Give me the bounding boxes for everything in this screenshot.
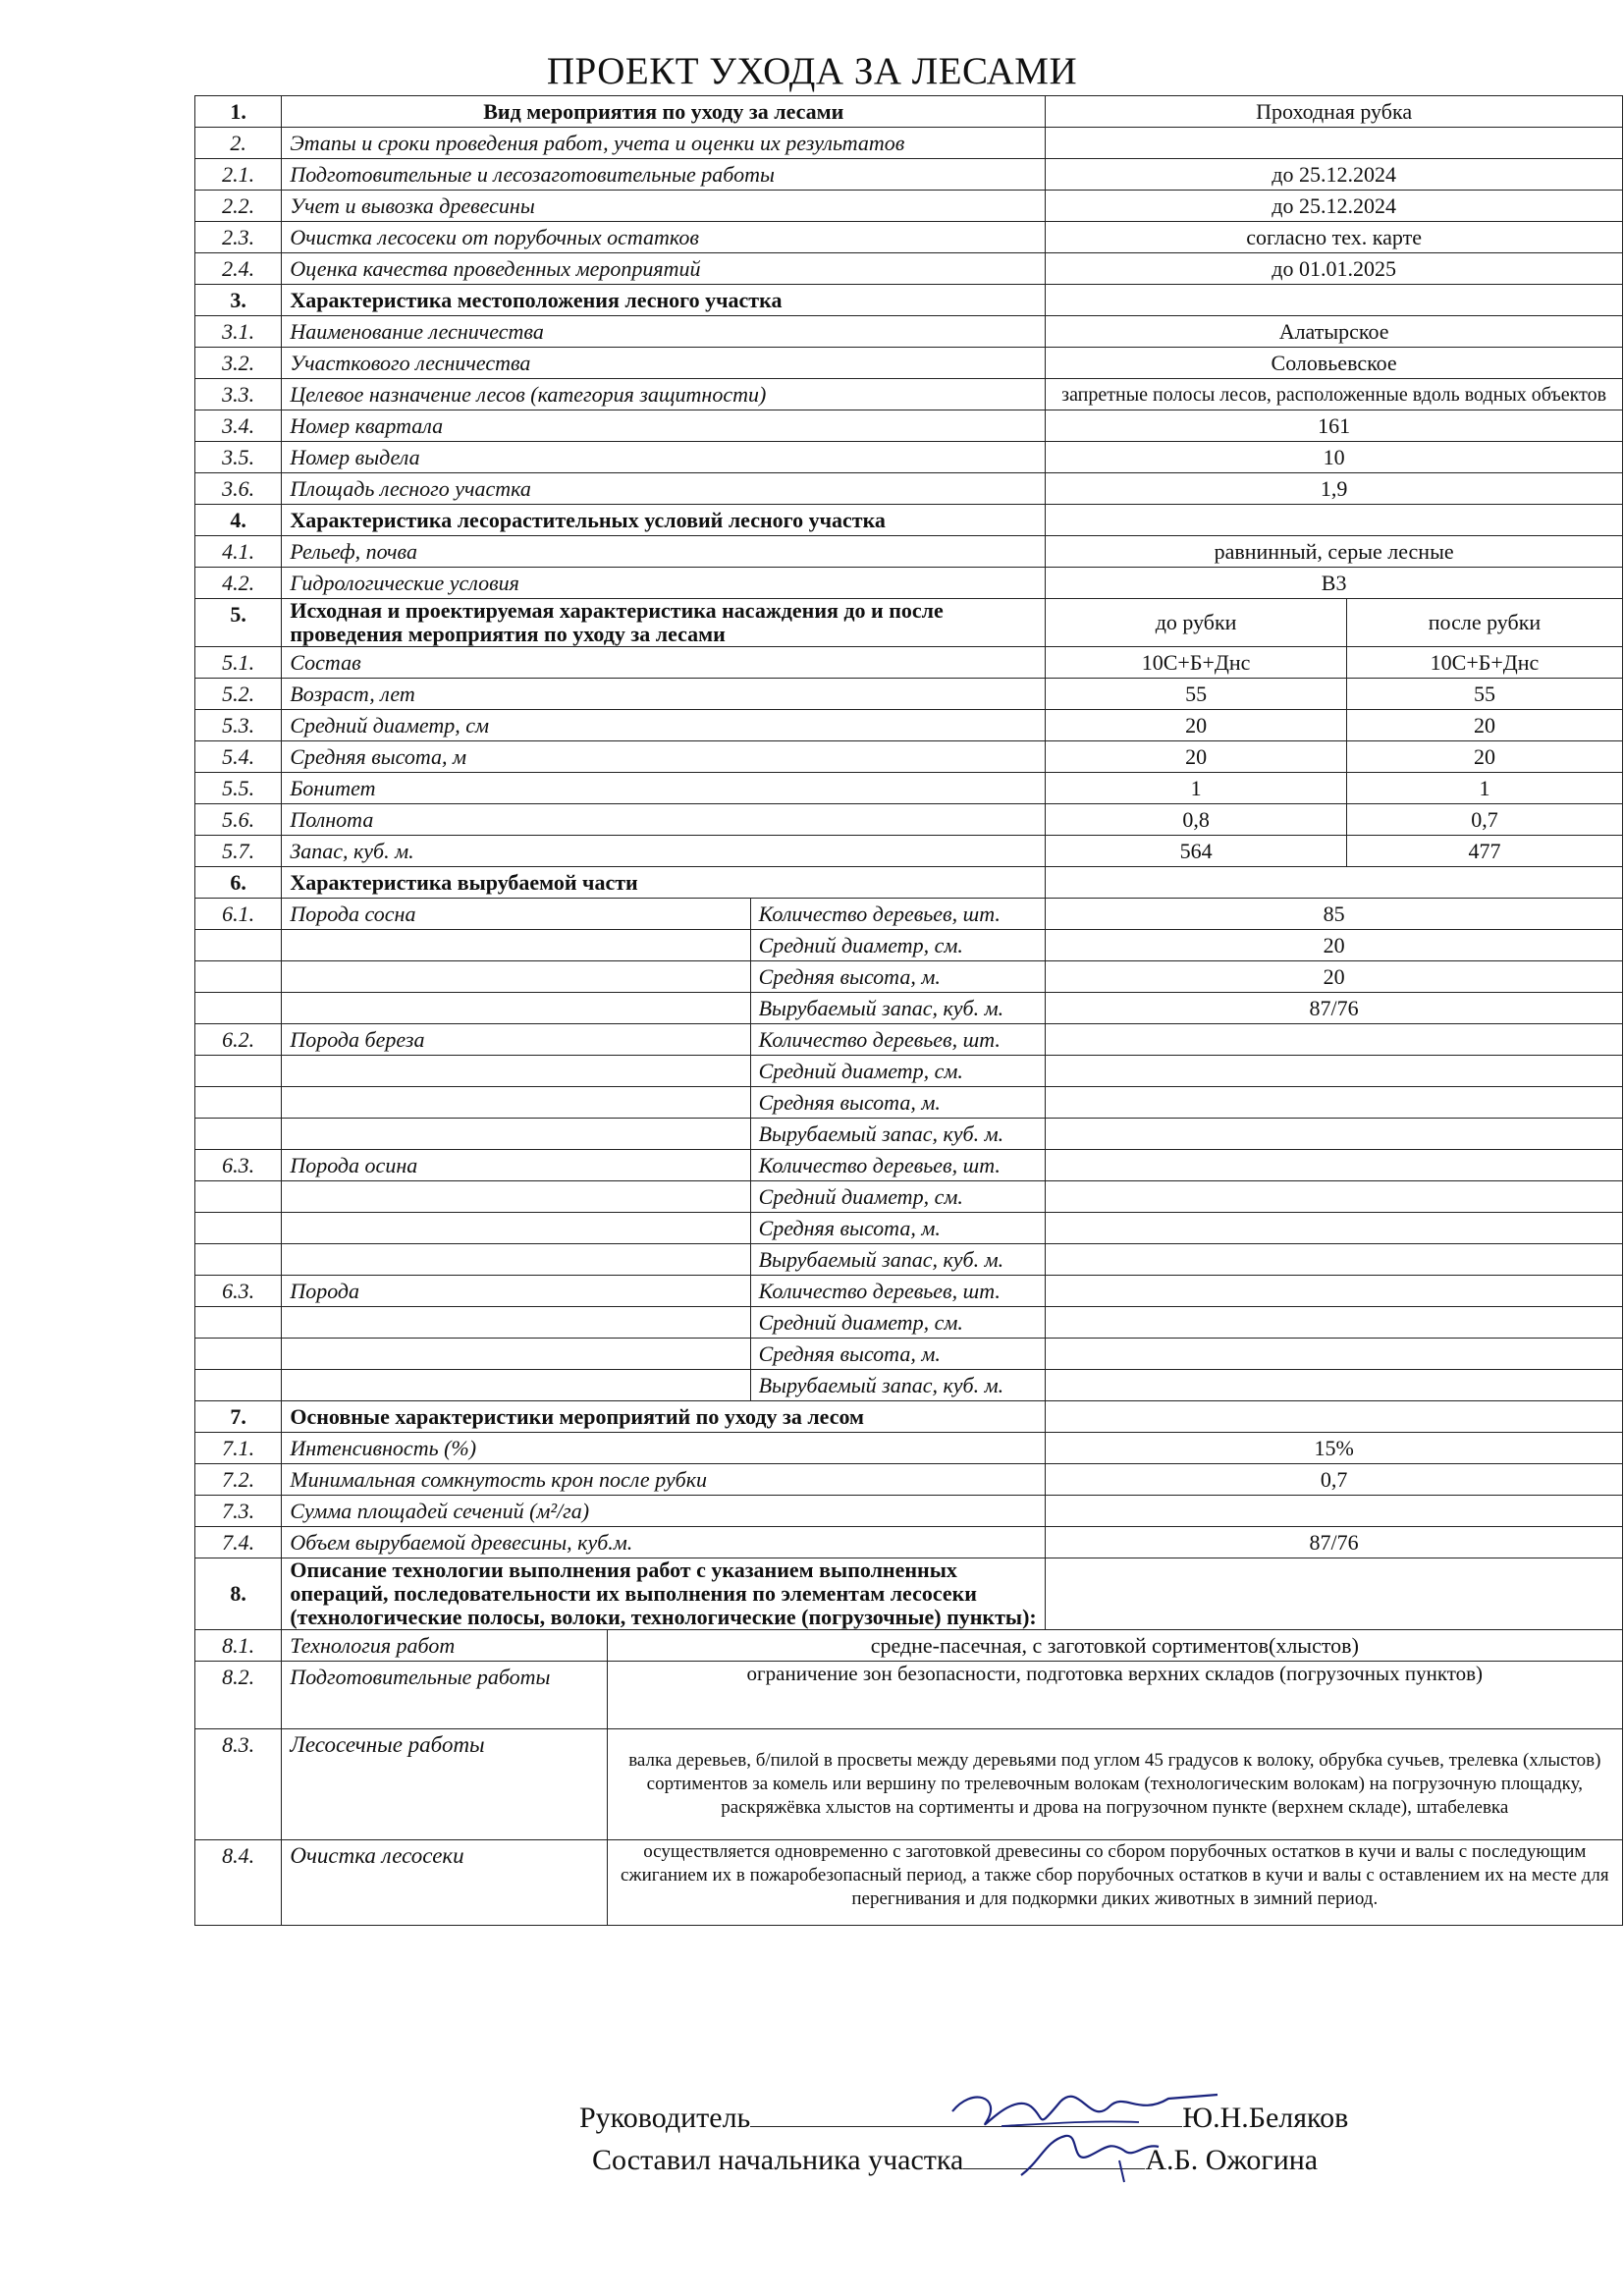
row-value: Проходная рубка — [1046, 96, 1623, 128]
sub-label: Вырубаемый запас, куб. м. — [750, 1244, 1046, 1276]
table-row — [195, 1401, 1623, 1433]
empty-cell — [195, 1307, 282, 1339]
row-value: ограничение зон безопасности, подготовка верхних складов (погрузочных пунктов) — [607, 1662, 1622, 1729]
row-value — [1046, 1119, 1623, 1150]
row-label: Интенсивность (%) — [282, 1433, 1046, 1464]
row-number: 8.2. — [195, 1662, 282, 1729]
sub-label: Средний диаметр, см. — [750, 1056, 1046, 1087]
row-value: 87/76 — [1046, 993, 1623, 1024]
row-value: валка деревьев, б/пилой в просветы между деревьями под углом 45 градусов к волоку, обрубка сучьев, трелевка (хлыстов) сортиментов за комель или вершину по трелевочным волокам (технологическим волокам) на погрузочную площадку, раскряжёвка хлыстов на сортименты и дрова на погрузочном пункте (верхнем складе), штабелевка — [607, 1729, 1622, 1840]
sub-label: Средний диаметр, см. — [750, 930, 1046, 961]
row-label: Средний диаметр, см — [282, 710, 1046, 741]
row-label: Этапы и сроки проведения работ, учета и оценки их результатов — [282, 128, 1046, 159]
row-value — [1046, 1181, 1623, 1213]
row-number: 4. — [195, 505, 282, 536]
row-label: Подготовительные и лесозаготовительные работы — [282, 159, 1046, 191]
empty-cell — [282, 1244, 750, 1276]
value-after: 20 — [1346, 741, 1622, 773]
sub-label: Количество деревьев, шт. — [750, 899, 1046, 930]
table-row — [195, 505, 1623, 536]
table-row — [195, 1527, 1623, 1558]
row-value: 1,9 — [1046, 473, 1623, 505]
row-label: Исходная и проектируемая характеристика насаждения до и после проведения мероприятия по уходу за лесами — [282, 599, 1046, 647]
row-value: Соловьевское — [1046, 348, 1623, 379]
row-number: 5.2. — [195, 679, 282, 710]
sub-label: Количество деревьев, шт. — [750, 1276, 1046, 1307]
row-label: Возраст, лет — [282, 679, 1046, 710]
table-row — [195, 1558, 1623, 1630]
row-number: 5.1. — [195, 647, 282, 679]
table-row — [195, 710, 1623, 741]
row-number: 6.3. — [195, 1276, 282, 1307]
empty-cell — [195, 1213, 282, 1244]
empty-cell — [282, 1056, 750, 1087]
row-number: 5.5. — [195, 773, 282, 804]
table-row — [195, 804, 1623, 836]
row-number: 3.6. — [195, 473, 282, 505]
table-row — [195, 442, 1623, 473]
row-value — [1046, 1213, 1623, 1244]
table-row — [195, 1056, 1623, 1087]
value-after: 1 — [1346, 773, 1622, 804]
table-row — [195, 1181, 1623, 1213]
sub-label: Средний диаметр, см. — [750, 1307, 1046, 1339]
row-number: 4.1. — [195, 536, 282, 568]
table-row — [195, 899, 1623, 930]
row-label: Наименование лесничества — [282, 316, 1046, 348]
table-row — [195, 128, 1623, 159]
row-label: Минимальная сомкнутость крон после рубки — [282, 1464, 1046, 1496]
row-value: запретные полосы лесов, расположенные вдоль водных объектов — [1046, 379, 1623, 410]
table-row — [195, 836, 1623, 867]
table-row — [195, 1244, 1623, 1276]
compiler-handwritten-signature — [1011, 2121, 1188, 2190]
row-value — [1046, 867, 1623, 899]
row-value — [1046, 1307, 1623, 1339]
table-row — [195, 741, 1623, 773]
table-row — [195, 410, 1623, 442]
row-value: до 25.12.2024 — [1046, 159, 1623, 191]
empty-cell — [195, 993, 282, 1024]
table-row — [195, 96, 1623, 128]
row-number: 6. — [195, 867, 282, 899]
row-number: 1. — [195, 96, 282, 128]
value-after: 55 — [1346, 679, 1622, 710]
row-value: Алатырское — [1046, 316, 1623, 348]
value-before: 55 — [1046, 679, 1347, 710]
sub-label: Средняя высота, м. — [750, 1339, 1046, 1370]
row-label: Технология работ — [282, 1630, 607, 1662]
table-row — [195, 647, 1623, 679]
sub-label: Вырубаемый запас, куб. м. — [750, 1119, 1046, 1150]
value-before: 1 — [1046, 773, 1347, 804]
row-value — [1046, 1087, 1623, 1119]
row-label: Лесосечные работы — [282, 1729, 607, 1840]
empty-cell — [195, 930, 282, 961]
table-row — [195, 473, 1623, 505]
empty-cell — [195, 1056, 282, 1087]
empty-cell — [195, 961, 282, 993]
row-number: 7. — [195, 1401, 282, 1433]
row-value — [1046, 1150, 1623, 1181]
sub-label: Средняя высота, м. — [750, 1213, 1046, 1244]
table-row — [195, 961, 1623, 993]
row-number: 6.1. — [195, 899, 282, 930]
row-label: Основные характеристики мероприятий по уходу за лесом — [282, 1401, 1046, 1433]
row-value — [1046, 1496, 1623, 1527]
row-label: Запас, куб. м. — [282, 836, 1046, 867]
value-before: 564 — [1046, 836, 1347, 867]
table-row — [195, 1370, 1623, 1401]
row-label: Средняя высота, м — [282, 741, 1046, 773]
row-value: В3 — [1046, 568, 1623, 599]
row-number: 8.3. — [195, 1729, 282, 1840]
row-label: Характеристика вырубаемой части — [282, 867, 1046, 899]
sub-label: Вырубаемый запас, куб. м. — [750, 1370, 1046, 1401]
row-label: Оценка качества проведенных мероприятий — [282, 253, 1046, 285]
value-before: 20 — [1046, 741, 1347, 773]
table-row — [195, 191, 1623, 222]
row-value — [1046, 1276, 1623, 1307]
row-label: Сумма площадей сечений (м²/га) — [282, 1496, 1046, 1527]
column-header-before: до рубки — [1046, 599, 1347, 647]
row-number: 3.1. — [195, 316, 282, 348]
empty-cell — [282, 1213, 750, 1244]
empty-cell — [195, 1087, 282, 1119]
sub-label: Количество деревьев, шт. — [750, 1150, 1046, 1181]
head-label: Руководитель — [579, 2102, 751, 2134]
empty-cell — [195, 1181, 282, 1213]
row-number: 3.2. — [195, 348, 282, 379]
row-label: Гидрологические условия — [282, 568, 1046, 599]
table-row — [195, 1464, 1623, 1496]
table-row — [195, 1662, 1623, 1729]
table-row — [195, 1150, 1623, 1181]
empty-cell — [282, 1339, 750, 1370]
empty-cell — [195, 1244, 282, 1276]
row-label: Бонитет — [282, 773, 1046, 804]
row-label: Целевое назначение лесов (категория защитности) — [282, 379, 1046, 410]
table-row — [195, 679, 1623, 710]
table-row — [195, 1087, 1623, 1119]
row-number: 3.5. — [195, 442, 282, 473]
row-value: 0,7 — [1046, 1464, 1623, 1496]
row-number: 7.3. — [195, 1496, 282, 1527]
sub-label: Количество деревьев, шт. — [750, 1024, 1046, 1056]
row-value — [1046, 505, 1623, 536]
value-before: 20 — [1046, 710, 1347, 741]
table-row — [195, 159, 1623, 191]
column-header-after: после рубки — [1346, 599, 1622, 647]
row-number: 6.2. — [195, 1024, 282, 1056]
value-after: 477 — [1346, 836, 1622, 867]
value-after: 0,7 — [1346, 804, 1622, 836]
row-number: 8.1. — [195, 1630, 282, 1662]
table-row — [195, 536, 1623, 568]
empty-cell — [282, 1181, 750, 1213]
row-value — [1046, 1558, 1623, 1630]
row-label: Полнота — [282, 804, 1046, 836]
row-label: Номер выдела — [282, 442, 1046, 473]
row-value: равнинный, серые лесные — [1046, 536, 1623, 568]
row-number: 7.1. — [195, 1433, 282, 1464]
table-row — [195, 253, 1623, 285]
table-row — [195, 379, 1623, 410]
row-value: до 01.01.2025 — [1046, 253, 1623, 285]
empty-cell — [282, 1370, 750, 1401]
row-number: 5. — [195, 599, 282, 647]
table-row — [195, 993, 1623, 1024]
row-value — [1046, 1244, 1623, 1276]
row-value: 15% — [1046, 1433, 1623, 1464]
row-value: до 25.12.2024 — [1046, 191, 1623, 222]
row-value: 10 — [1046, 442, 1623, 473]
table-row — [195, 316, 1623, 348]
empty-cell — [282, 961, 750, 993]
row-value: 85 — [1046, 899, 1623, 930]
row-value: согласно тех. карте — [1046, 222, 1623, 253]
species-label: Порода — [282, 1276, 750, 1307]
row-value — [1046, 128, 1623, 159]
row-number: 4.2. — [195, 568, 282, 599]
table-row — [195, 1276, 1623, 1307]
row-value — [1046, 1401, 1623, 1433]
table-row — [195, 1729, 1623, 1840]
empty-cell — [282, 1307, 750, 1339]
row-number: 8. — [195, 1558, 282, 1630]
row-value — [1046, 1056, 1623, 1087]
project-table — [194, 95, 1623, 1926]
table-row — [195, 1496, 1623, 1527]
row-value: осуществляется одновременно с заготовкой древесины со сбором порубочных остатков в кучи и валы с последующим сжиганием их в пожаробезопасный период, а также сбор порубочных остатков в кучи и валы с оставлением их на месте для перегнивания и для подкормки диких животных в зимний период. — [607, 1840, 1622, 1926]
row-label: Учет и вывозка древесины — [282, 191, 1046, 222]
table-row — [195, 568, 1623, 599]
species-label: Порода береза — [282, 1024, 750, 1056]
row-label: Характеристика лесорастительных условий лесного участка — [282, 505, 1046, 536]
row-value: средне-пасечная, с заготовкой сортиментов(хлыстов) — [607, 1630, 1622, 1662]
empty-cell — [282, 1119, 750, 1150]
table-row — [195, 1339, 1623, 1370]
row-label: Номер квартала — [282, 410, 1046, 442]
empty-cell — [282, 993, 750, 1024]
row-value: 161 — [1046, 410, 1623, 442]
row-label: Очистка лесосеки от порубочных остатков — [282, 222, 1046, 253]
row-label: Вид мероприятия по уходу за лесами — [282, 96, 1046, 128]
table-row — [195, 1433, 1623, 1464]
row-number: 5.6. — [195, 804, 282, 836]
value-before: 10С+Б+Днс — [1046, 647, 1347, 679]
row-number: 5.4. — [195, 741, 282, 773]
row-value — [1046, 1339, 1623, 1370]
row-number: 2. — [195, 128, 282, 159]
row-number: 7.2. — [195, 1464, 282, 1496]
empty-cell — [195, 1370, 282, 1401]
row-label: Участкового лесничества — [282, 348, 1046, 379]
table-row — [195, 1024, 1623, 1056]
sub-label: Средний диаметр, см. — [750, 1181, 1046, 1213]
species-label: Порода сосна — [282, 899, 750, 930]
value-before: 0,8 — [1046, 804, 1347, 836]
row-value — [1046, 1370, 1623, 1401]
document-title: ПРОЕКТ УХОДА ЗА ЛЕСАМИ — [546, 50, 1078, 92]
row-label: Очистка лесосеки — [282, 1840, 607, 1926]
table-row — [195, 773, 1623, 804]
table-row — [195, 1630, 1623, 1662]
table-row — [195, 867, 1623, 899]
row-number: 5.7. — [195, 836, 282, 867]
table-row — [195, 348, 1623, 379]
sub-label: Вырубаемый запас, куб. м. — [750, 993, 1046, 1024]
table-row — [195, 1213, 1623, 1244]
row-number: 5.3. — [195, 710, 282, 741]
row-number: 3.3. — [195, 379, 282, 410]
sub-label: Средняя высота, м. — [750, 961, 1046, 993]
row-number: 7.4. — [195, 1527, 282, 1558]
empty-cell — [282, 1087, 750, 1119]
row-label: Характеристика местоположения лесного участка — [282, 285, 1046, 316]
row-label: Состав — [282, 647, 1046, 679]
row-number: 2.2. — [195, 191, 282, 222]
row-value: 20 — [1046, 961, 1623, 993]
value-after: 20 — [1346, 710, 1622, 741]
empty-cell — [195, 1119, 282, 1150]
row-number: 3.4. — [195, 410, 282, 442]
row-number: 8.4. — [195, 1840, 282, 1926]
row-label: Площадь лесного участка — [282, 473, 1046, 505]
head-name: Ю.Н.Беляков — [1182, 2102, 1349, 2134]
empty-cell — [195, 1339, 282, 1370]
row-value: 87/76 — [1046, 1527, 1623, 1558]
row-value — [1046, 285, 1623, 316]
row-value — [1046, 1024, 1623, 1056]
empty-cell — [282, 930, 750, 961]
table-row — [195, 599, 1623, 647]
row-number: 2.3. — [195, 222, 282, 253]
row-number: 6.3. — [195, 1150, 282, 1181]
compiler-label: Составил начальника участка — [592, 2144, 964, 2176]
sub-label: Средняя высота, м. — [750, 1087, 1046, 1119]
table-row — [195, 285, 1623, 316]
table-row — [195, 222, 1623, 253]
value-after: 10С+Б+Днс — [1346, 647, 1622, 679]
row-number: 3. — [195, 285, 282, 316]
compiler-name: А.Б. Ожогина — [1145, 2144, 1319, 2176]
row-value: 20 — [1046, 930, 1623, 961]
row-label: Объем вырубаемой древесины, куб.м. — [282, 1527, 1046, 1558]
table-row — [195, 1840, 1623, 1926]
row-label: Рельеф, почва — [282, 536, 1046, 568]
table-row — [195, 930, 1623, 961]
row-label: Описание технологии выполнения работ с указанием выполненных операций, последовательности их выполнения по элементам лесосеки (технологические полосы, волоки, технологические (погрузочные) пункты): — [282, 1558, 1046, 1630]
table-row — [195, 1119, 1623, 1150]
row-number: 2.1. — [195, 159, 282, 191]
row-label: Подготовительные работы — [282, 1662, 607, 1729]
table-row — [195, 1307, 1623, 1339]
species-label: Порода осина — [282, 1150, 750, 1181]
row-number: 2.4. — [195, 253, 282, 285]
compiler-signature-line — [592, 2144, 1318, 2177]
